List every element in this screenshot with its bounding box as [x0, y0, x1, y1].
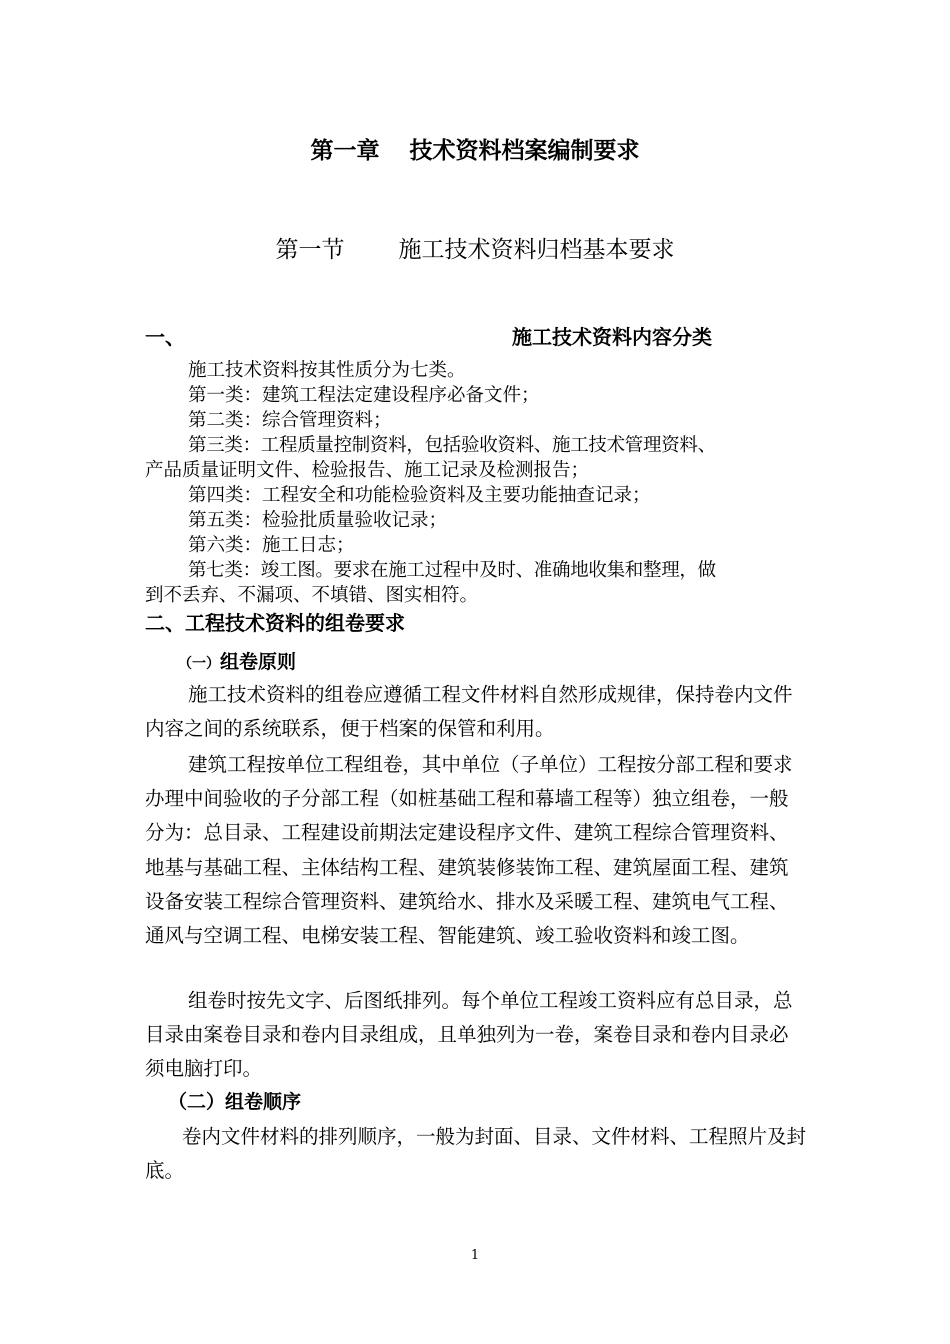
subheading-principles-title: 组卷原则	[220, 651, 297, 673]
category-line-3-cont: 产品质量证明文件、检验报告、施工记录及检测报告；	[145, 460, 590, 481]
subheading-principles	[178, 647, 296, 674]
subheading-order: （二）组卷顺序	[168, 1091, 302, 1113]
order-paragraph	[145, 1120, 807, 1188]
category-line-1: 第一类：建筑工程法定建设程序必备文件；	[188, 385, 540, 406]
category-line-2: 第二类：综合管理资料；	[188, 410, 392, 431]
chapter-number: 第一章	[310, 137, 380, 164]
order-paragraph-text: 卷内文件材料的排列顺序，一般为封面、目录、文件材料、工程照片及封底。	[145, 1125, 807, 1183]
section-number: 第一节	[275, 237, 345, 263]
chapter-heading	[0, 132, 950, 165]
category-line-4: 第四类：工程安全和功能检验资料及主要功能抽查记录；	[188, 485, 651, 506]
subheading-principles-number: （一）	[178, 656, 220, 672]
category-line-7-cont: 到不丢弃、不漏项、不填错、图实相符。	[145, 585, 479, 606]
part2-title: 二、工程技术资料的组卷要求	[145, 611, 405, 635]
principles-paragraph-1	[145, 678, 807, 746]
category-line-3: 第三类：工程质量控制资料，包括验收资料、施工技术管理资料、	[188, 435, 716, 456]
section-heading	[0, 231, 950, 264]
principles-paragraph-3-text: 组卷时按先文字、后图纸排列。每个单位工程竣工资料应有总目录，总目录由案卷目录和卷内目录组成，且单独列为一卷，案卷目录和卷内目录必须电脑打印。	[145, 989, 793, 1081]
principles-paragraph-2	[145, 748, 807, 953]
category-line-6: 第六类：施工日志；	[188, 535, 355, 556]
chapter-title: 技术资料档案编制要求	[409, 137, 640, 164]
category-line-7: 第七类：竣工图。要求在施工过程中及时、准确地收集和整理，做	[188, 560, 716, 581]
principles-paragraph-3	[145, 984, 807, 1087]
section-title: 施工技术资料归档基本要求	[398, 237, 675, 263]
part1-number: 一、	[145, 325, 185, 349]
page-number: 1	[470, 1248, 480, 1263]
category-line-5: 第五类：检验批质量验收记录；	[188, 510, 448, 531]
principles-paragraph-2-text: 建筑工程按单位工程组卷，其中单位（子单位）工程按分部工程和要求办理中间验收的子分部工程（如桩基础工程和幕墙工程等）独立组卷，一般分为：总目录、工程建设前期法定建设程序文件、建筑工程综合管理资料、地基与基础工程、主体结构工程、建筑装修装饰工程、建筑屋面工程、建筑设备安装工程综合管理资料、建筑给水、排水及采暖工程、建筑电气工程、通风与空调工程、电梯安装工程、智能建筑、竣工验收资料和竣工图。	[145, 753, 793, 948]
principles-paragraph-1-text: 施工技术资料的组卷应遵循工程文件材料自然形成规律，保持卷内文件内容之间的系统联系，便于档案的保管和利用。	[145, 683, 793, 741]
category-intro: 施工技术资料按其性质分为七类。	[188, 360, 466, 381]
part1-title: 施工技术资料内容分类	[512, 325, 712, 349]
